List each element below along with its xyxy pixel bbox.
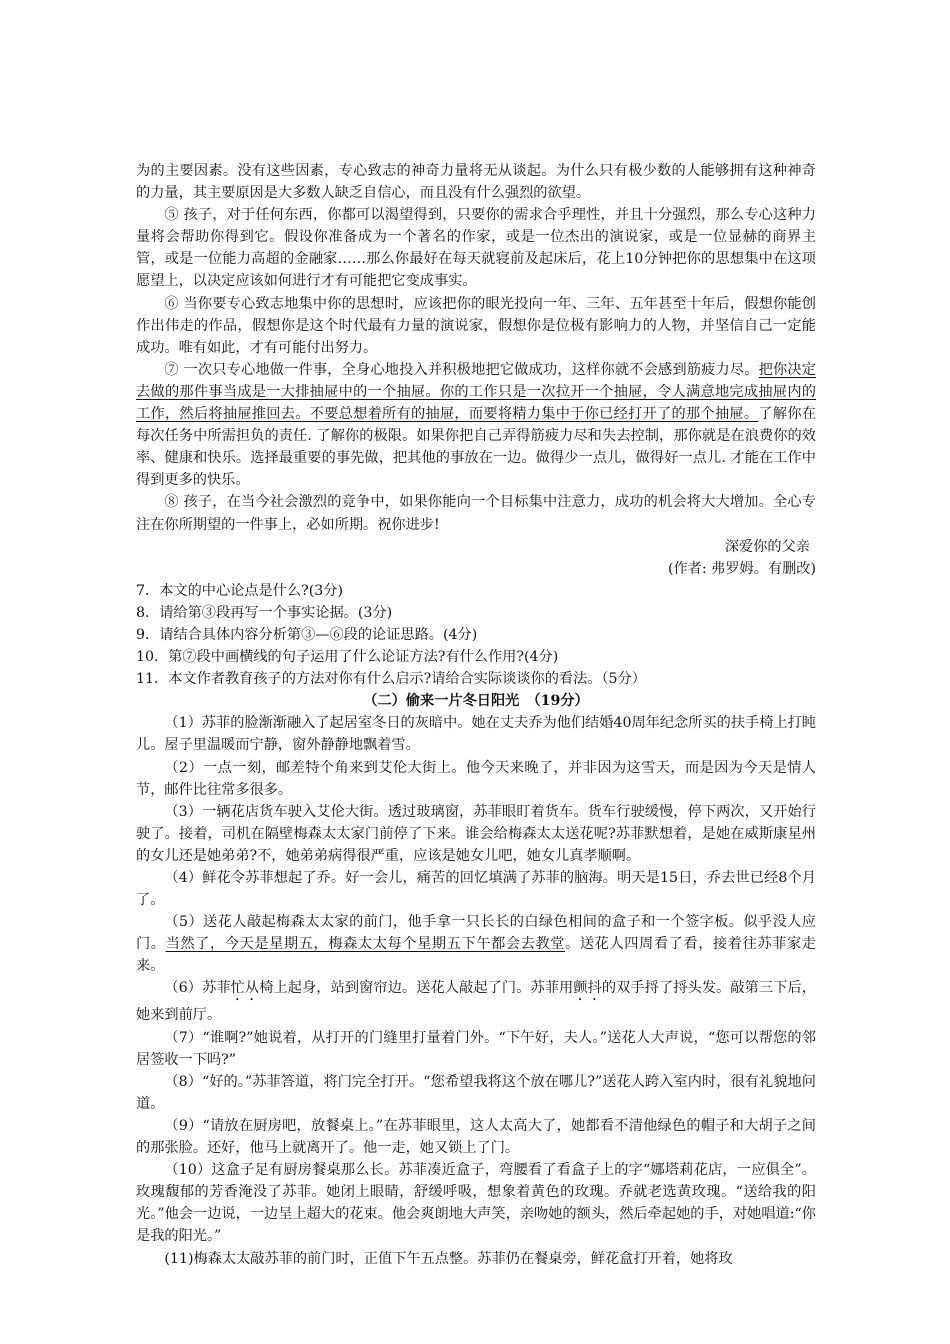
letter-paragraph-5: ⑤ 孩子，对于任何东西，你都可以渴望得到，只要你的需求合乎理性，并且十分强烈，那么专心这种力量将会帮助你得到它。假设你准备成为一个著名的作家，或是一位杰出的演说家，或是一位显赫的商界主管，或是一位能力高超的金融家……那么你最好在每天就寝前及起床后，花上10分钟把你的思想集中在这项愿望上，以决定应该如何进行才有可能把它变成事实。 [136, 207, 816, 290]
letter-paragraph-6: ⑥ 当你要专心致志地集中你的思想时，应该把你的眼光投向一年、三年、五年甚至十年后，假想你能创作出伟走的作品，假想你是这个时代最有力量的演说家，假想你是位极有影响力的人物，并坚信自己一定能成功。唯有如此，才有可能付出努力。 [136, 295, 816, 356]
letter-paragraph-intro: 为的主要因素。没有这些因素，专心致志的神奇力量将无从谈起。为什么只有极少数的人能够拥有这种神奇的力量，其主要原因是大多数人缺乏自信心，而且没有什么强烈的欲望。 [136, 163, 816, 202]
story-paragraph-10: （10）这盒子足有厨房餐桌那么长。苏菲凑近盒子，弯腰看了看盒子上的字“娜塔莉花店，一应俱全”。玫瑰馥郁的芳香淹没了苏菲。她闭上眼睛，舒缓呼吸，想象着黄色的玫瑰。乔就老选黄玫瑰。“送给我的阳光。”他会一边说，一边呈上超大的花束。他会爽朗地大声笑，亲吻她的额头，然后牵起她的手，对她唱道:“你是我的阳光。” [136, 1162, 816, 1245]
document-page [136, 160, 816, 1270]
story-paragraph-1: （1）苏菲的脸渐渐融入了起居室冬日的灰暗中。她在丈夫乔为他们结婚40周年纪念所买的扶手椅上打盹儿。屋子里温暖而宁静，窗外静静地飘着雪。 [136, 715, 816, 754]
story-paragraph-7: （7）“谁啊?”她说着，从打开的门缝里打量着门外。“下午好，夫人。”送花人大声说，“您可以帮您的邻居签收一下吗?” [136, 1029, 816, 1068]
story-paragraph-6 [136, 977, 816, 1026]
story-paragraph-11: (11)梅森太太敲苏菲的前门时，正值下午五点整。苏菲仍在餐桌旁，鲜花盒打开着，她将玫 [164, 1250, 733, 1267]
letter-paragraph-7-text-b: 了解你在每次任务中所需担负的责任. 了解你的极限。如果你把自己弄得筋疲力尽和失去控制，那你就是在浪费你的效率、健康和快乐。选择最重要的事先做，把其他的事放在一边。做得少一点儿，做得好一点儿. 才能在工作中得到更多的快乐。 [136, 406, 816, 489]
underlined-sentence: 把你决定去做的那件事当成是一大排抽屉中的一个抽屉。你的工作只是一次拉开一个抽屉，令人满意地完成抽屉内的工作，然后将抽屉推回去。不要总想着所有的抽屉，而要将精力集中于你已经打开了的那个抽屉。 [136, 361, 816, 423]
story-paragraph-6-text-c: 的双手捋了捋头发。敲第三下后，她来到前厅。 [136, 980, 816, 1024]
letter-paragraph-8: ⑧ 孩子，在当今社会激烈的竞争中，如果你能向一个目标集中注意力，成功的机会将大大增加。全心专注在你所期望的一件事上，必如所期。祝你进步! [136, 494, 816, 533]
letter-paragraph-7-text-a: ⑦ 一次只专心地做一件事，全身心地投入并积极地把它做成功，这样你就不会感到筋疲力尽。 [164, 361, 759, 378]
question-11: 11．本文作者教育孩子的方法对你有什么启示?请给合实际谈谈你的看法。（5分） [136, 671, 646, 688]
letter-paragraph-7 [136, 359, 816, 492]
underlined-sentence-story: 当然了，今天是星期五，梅森太太每个星期五下午都会去教堂 [165, 936, 566, 953]
story-paragraph-3: （3）一辆花店货车驶入艾伦大街。透过玻璃窗，苏菲眼盯着货车。货车行驶缓慢，停下两次，又开始行驶了。接着，司机在隔壁梅森太太家门前停了下来。谁会给梅森太太送花呢?苏菲默想着，是她在威斯康星州的女儿还是她弟弟?不，她弟弟病得很严重，应该是她女儿吧，她女儿真孝顺啊。 [136, 803, 816, 864]
story-paragraph-5-text-b: 。送花人四周看了看，接着往苏菲家走来。 [136, 936, 816, 975]
question-10: 10．第⑦段中画横线的句子运用了什么论证方法?有什么作用?(4分) [136, 649, 559, 666]
story-paragraph-6-text-a: （6）苏菲 [164, 980, 231, 997]
story-paragraph-9: （9）“请放在厨房吧，放餐桌上。”在苏菲眼里，这人太高大了，她都看不清他绿色的帽子和大胡子之间的那张脸。还好，他马上就离开了。他一走，她又锁上了门。 [136, 1117, 816, 1157]
story-paragraph-4: （4）鲜花令苏菲想起了乔。好一会儿，痛苦的回忆填满了苏菲的脑海。明天是15日，乔去世已经8个月了。 [136, 870, 816, 909]
dotted-word-1: 忙从 [230, 980, 260, 997]
section-title: （二）偷来一片冬日阳光 （19分） [363, 693, 589, 710]
source-note: (作者: 弗罗姆。有删改) [667, 560, 816, 577]
story-paragraph-5-text-a: （5）送花人敲起梅森太太家的前门，他手拿一只长长的白绿色相间的盒子和一个签字板。似乎没人应门。 [136, 914, 816, 953]
question-8: 8．请给第③段再写一个事实论据。(3分) [136, 604, 393, 621]
story-paragraph-8: （8）“好的。”苏菲答道，将门完全打开。“您希望我将这个放在哪儿?”送花人跨入室内时，很有礼貌地问道。 [136, 1073, 816, 1112]
signature: 深爱你的父亲 [724, 538, 810, 555]
question-9: 9．请结合具体内容分析第③—⑥段的论证思路。(4分) [136, 626, 478, 643]
story-paragraph-6-text-b: 椅上起身，站到窗帘边。送花人敲起了门。苏菲用 [259, 980, 574, 997]
dotted-word-2: 颤抖 [573, 980, 602, 997]
story-paragraph-5 [136, 911, 816, 977]
question-7: 7．本文的中心论点是什么?(3分) [136, 582, 343, 599]
story-paragraph-2: （2）一点一刻，邮差特个角来到艾伦大街上。他今天来晚了，并非因为这雪天，而是因为今天是情人节，邮件比往常多很多。 [136, 759, 816, 798]
